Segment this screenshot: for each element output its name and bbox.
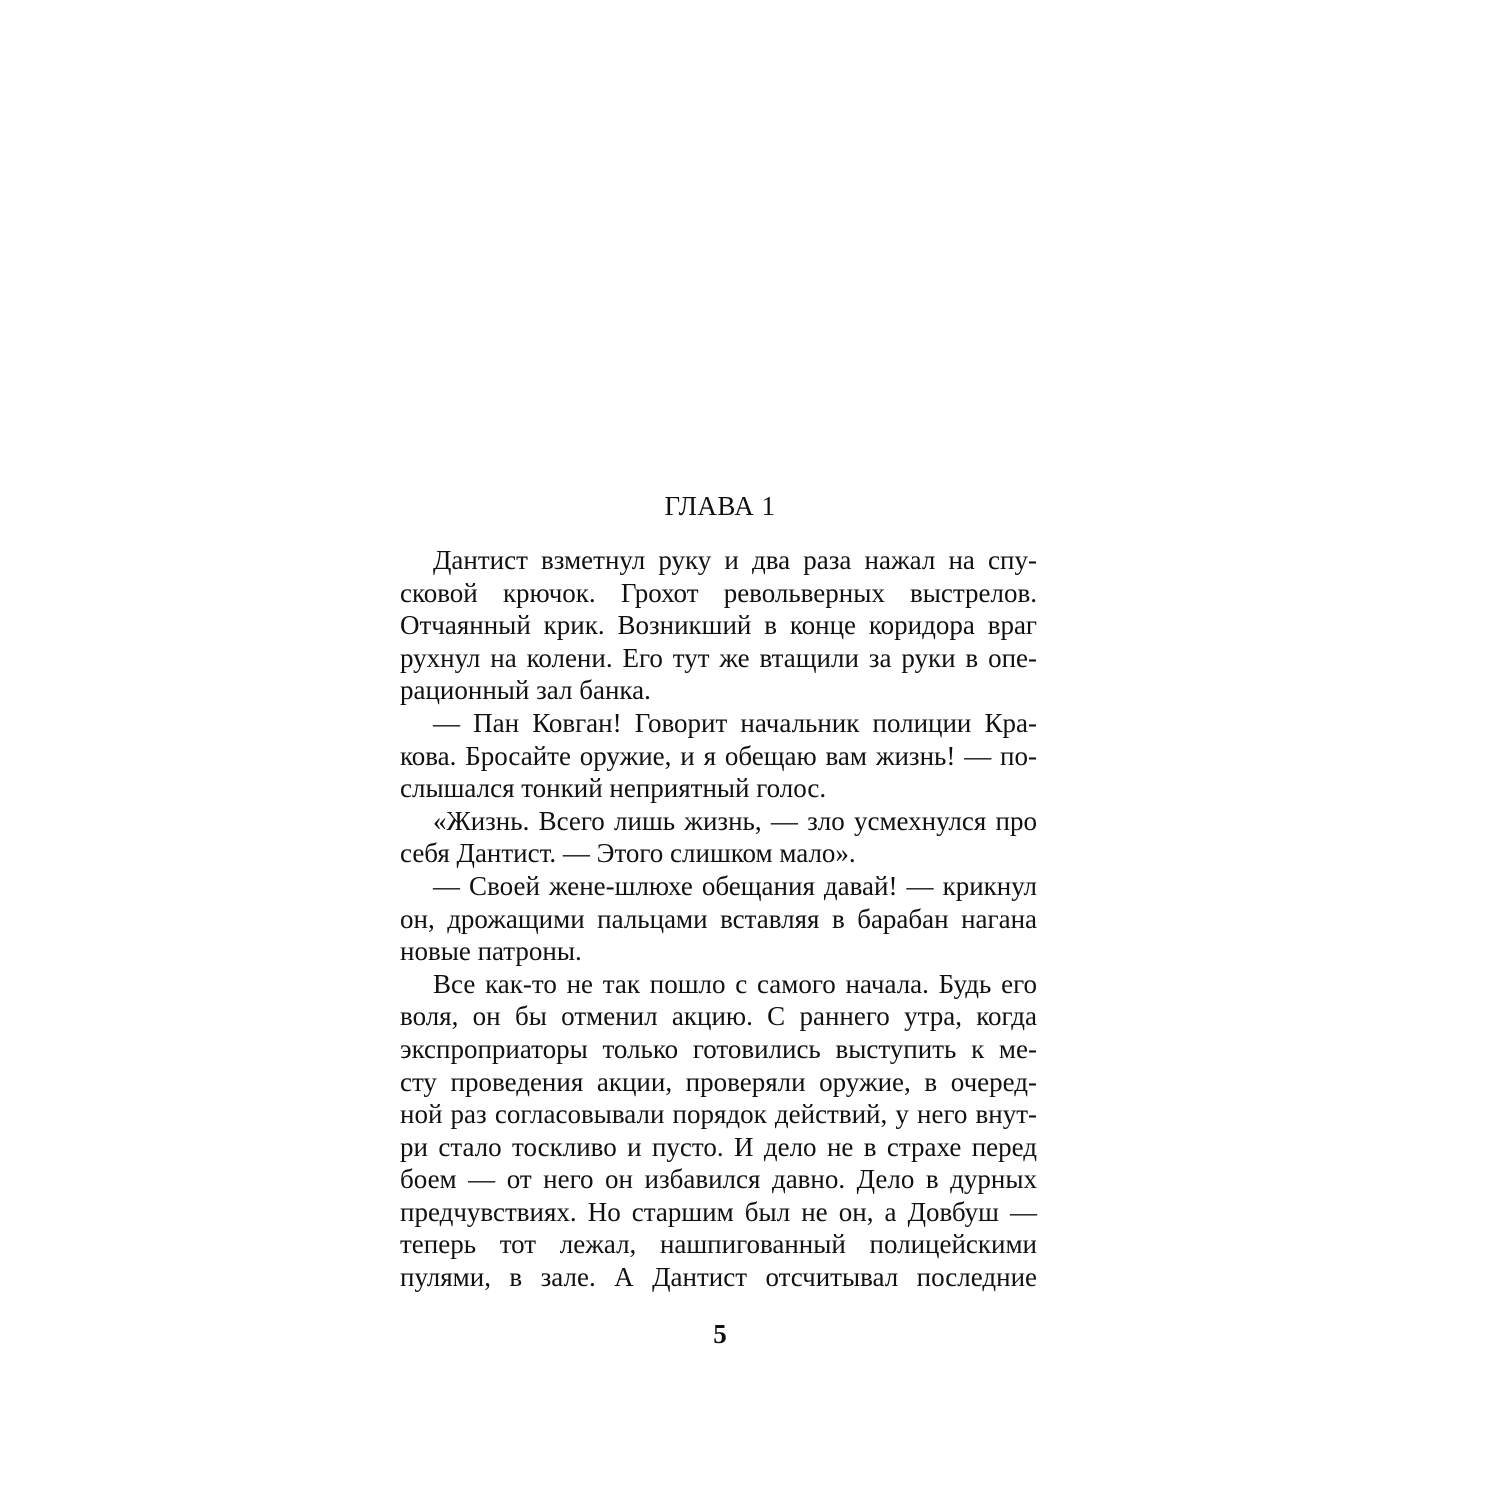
page-number: 5 — [713, 1319, 727, 1349]
text-line: экспроприаторы только готовились выступить к ме- — [400, 1033, 1037, 1064]
text-line: рационный зал банка. — [400, 675, 651, 706]
text-line: он, дрожащими пальцами вставляя в барабан нагана — [400, 903, 1037, 934]
text-line: ри стало тоскливо и пусто. И дело не в страхе перед — [400, 1131, 1037, 1162]
text-line: Дантист взметнул руку и два раза нажал на спу- — [433, 545, 1037, 575]
text-line: ной раз согласовывали порядок действий, у него внут- — [400, 1099, 1037, 1130]
text-line: сковой крючок. Грохот револьверных выстрелов. — [400, 577, 1037, 608]
text-line: кова. Бросайте оружие, и я обещаю вам жизнь! — по- — [400, 740, 1037, 771]
text-line: теперь тот лежал, нашпигованный полицейскими — [400, 1229, 1037, 1260]
text-line: новые патроны. — [400, 936, 582, 967]
text-line: сту проведения акции, проверяли оружие, в очеред- — [400, 1066, 1037, 1097]
text-line: рухнул на колени. Его тут же втащили за руки в опе- — [400, 642, 1037, 673]
text-line: Все как-то не так пошло с самого начала. Будь его — [433, 968, 1037, 999]
text-line: — Своей жене-шлюхе обещания давай! — крикнул — [433, 870, 1037, 901]
text-line: пулями, в зале. А Дантист отсчитывал последние — [400, 1262, 1037, 1293]
text-line: боем — от него он избавился давно. Дело в дурных — [400, 1164, 1037, 1195]
text-line: слышался тонкий неприятный голос. — [400, 773, 827, 804]
text-line: Отчаянный крик. Возникший в конце коридора враг — [400, 610, 1037, 641]
text-line: воля, он бы отменил акцию. С раннего утра, когда — [400, 1001, 1037, 1032]
text-line: — Пан Ковган! Говорит начальник полиции Кра- — [433, 707, 1037, 738]
text-line: «Жизнь. Всего лишь жизнь, — зло усмехнулся про — [433, 805, 1037, 836]
text-line: предчувствиях. Но старшим был не он, а Довбуш — — [400, 1196, 1037, 1227]
chapter-title: ГЛАВА 1 — [664, 491, 776, 521]
text-line: себя Дантист. — Этого слишком мало». — [400, 838, 856, 869]
body-text — [400, 544, 1037, 1294]
